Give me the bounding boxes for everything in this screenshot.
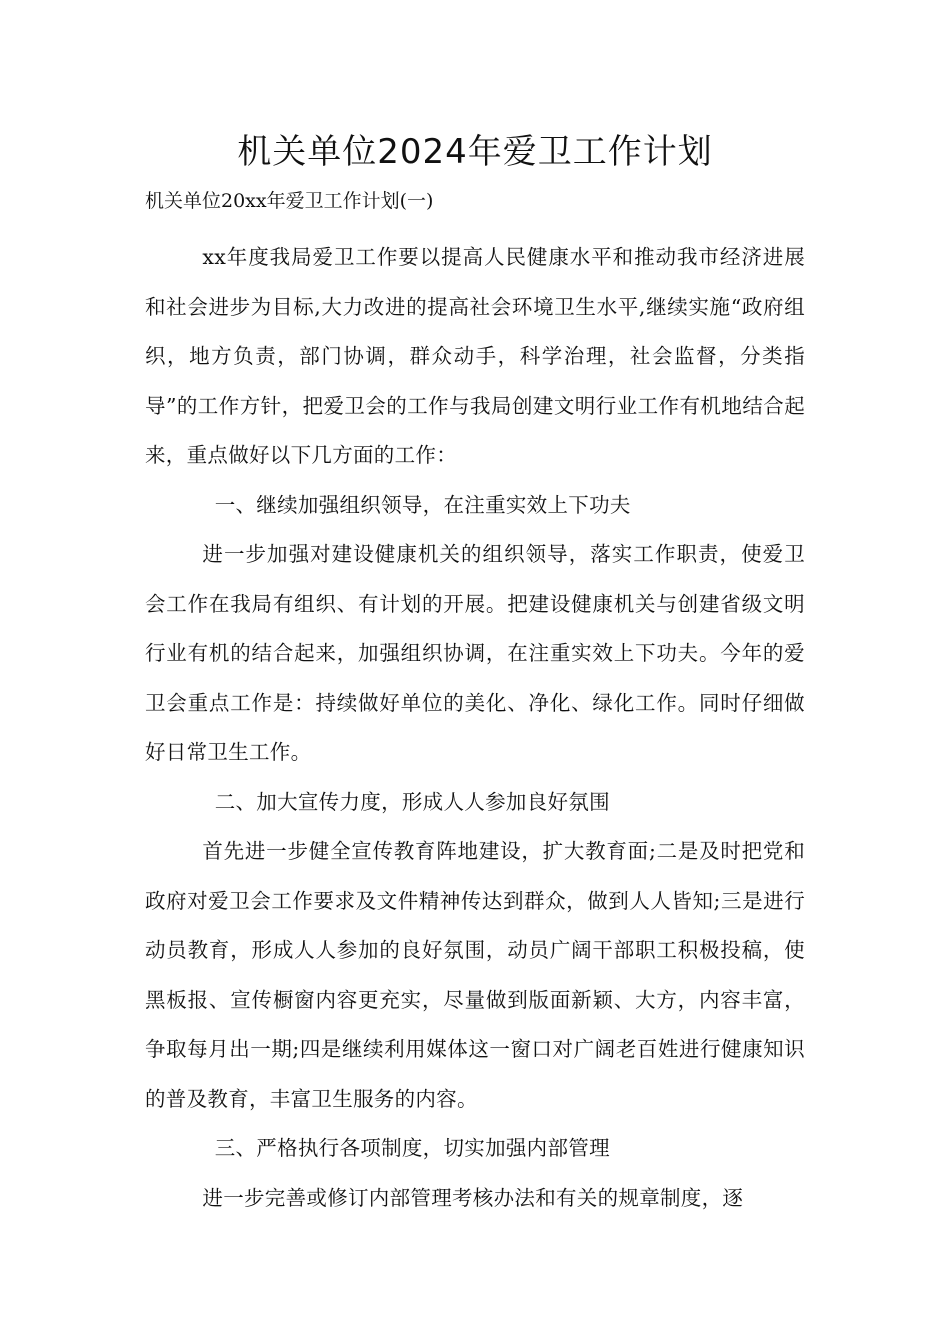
document-title: 机关单位2024年爱卫工作计划 — [237, 132, 713, 172]
paragraph-intro: xx年度我局爱卫工作要以提高人民健康水平和推动我市经济进展和社会进步为目标,大力改进的提高社会环境卫生水平,继续实施“政府组织，地方负责，部门协调，群众动手，科学治理，社会监督，分类指导”的工作方针，把爱卫会的工作与我局创建文明行业工作有机地结合起来，重点做好以下几方面的工作： — [145, 245, 805, 467]
document-subtitle: 机关单位20xx年爱卫工作计划(一) — [145, 190, 434, 212]
section-heading-1: 一、继续加强组织领导，在注重实效上下功夫 — [214, 492, 631, 517]
section-heading-3: 三、严格执行各项制度，切实加强内部管理 — [214, 1136, 610, 1160]
document-body — [145, 233, 805, 1223]
section-heading-2: 二、加大宣传力度，形成人人参加良好氛围 — [214, 789, 610, 814]
paragraph-section-2: 首先进一步健全宣传教育阵地建设，扩大教育面;二是及时把党和政府对爱卫会工作要求及文件精神传达到群众，做到人人皆知;三是进行动员教育，形成人人参加的良好氛围，动员广阔干部职工积极投稿，使黑板报、宣传橱窗内容更充实，尽量做到版面新颖、大方，内容丰富，争取每月出一期;四是继续利用媒体这一窗口对广阔老百姓进行健康知识的普及教育，丰富卫生服务的内容。 — [145, 839, 805, 1111]
paragraph-section-3: 进一步完善或修订内部管理考核办法和有关的规章制度，逐 — [202, 1185, 744, 1210]
paragraph-section-1: 进一步加强对建设健康机关的组织领导，落实工作职责，使爱卫会工作在我局有组织、有计划的开展。把建设健康机关与创建省级文明行业有机的结合起来，加强组织协调，在注重实效上下功夫。今年的爱卫会重点工作是：持续做好单位的美化、净化、绿化工作。同时仔细做好日常卫生工作。 — [145, 542, 805, 764]
